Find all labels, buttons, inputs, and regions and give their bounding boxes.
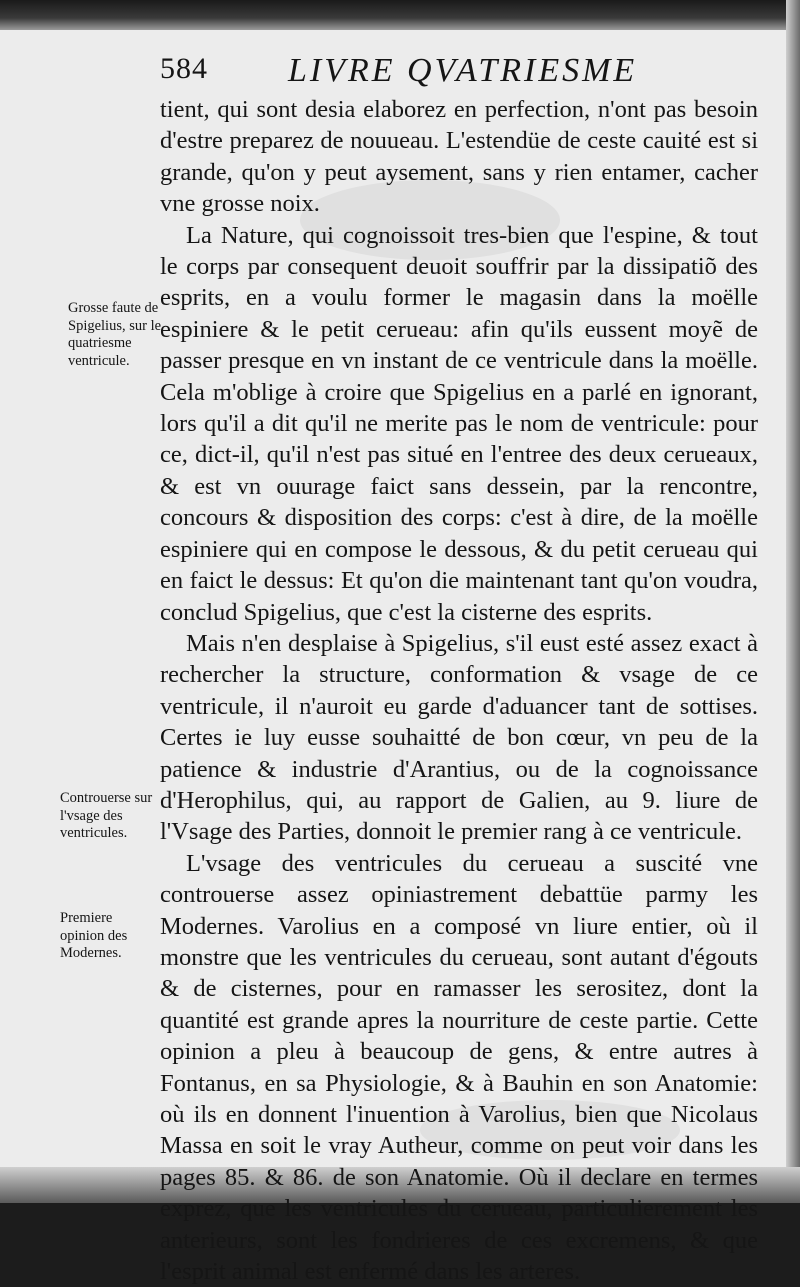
paragraph: L'vsage des ventricules du cerueau a suscité vne controuerse assez opiniastrement debattüe parmy les Modernes. Varolius en a composé vn liure entier, où il monstre que les ventricules du cerueau, sont autant d'égouts & de cisternes, pour en ramasser les serositez, dont la quantité est grande apres la nourriture de ceste partie. Cette opinion a pleu à beaucoup de gens, & entre autres à Fontanus, en sa Physiologie, & à Bauhin en son Anatomie: où ils en donnent l'inuention à Varolius, bien que Nicolaus Massa en soit le vray Autheur, comme on peut voir dans les pages 85. & 86. de son Anatomie. Où il declare en termes exprez, que les ventricules du cerueau, particulierement les anterieurs, sont les fondrieres de ces excremens, & que l'esprit animal est enfermé dans les arteres. — [160, 849, 758, 1286]
main-text — [160, 94, 758, 1287]
page-number: 584 — [160, 52, 208, 85]
page-gutter-edge — [786, 0, 800, 1203]
paragraph: La Nature, qui cognoissoit tres-bien que l'espine, & tout le corps par consequent deuoit souffrir par la dissipatiõ des esprits, en a voulu former le magasin dans la moëlle espiniere & le petit cerueau: afin qu'ils eussent moyẽ de passer presque en vn instant de ce ventricule dans la moëlle. Cela m'oblige à croire que Spigelius en a parlé en ignorant, lors qu'il a dit qu'il ne merite pas le nom de ventricule: pour ce, dict-il, qu'il n'est pas situé en l'entree des deux cerueaux, & est vn ouurage faict sans dessein, par la rencontre, concours & disposition des corps: c'est à dire, de la moëlle espiniere qui en compose le dessous, & du petit cerueau qui en faict le dessus: Et qu'on die maintenant tant qu'on voudra, conclud Spigelius, que c'est la cisterne des esprits. — [160, 221, 758, 626]
paragraph: Mais n'en desplaise à Spigelius, s'il eust esté assez exact à rechercher la structure, conformation & vsage de ce ventricule, il n'auroit eu garde d'aduancer tant de sottises. Certes ie luy eusse souhaitté de bon cœur, vn peu de la patience & industrie d'Arantius, ou de la cognoissance d'Herophilus, qui, au rapport de Galien, au 9. liure de l'Vsage des Parties, donnoit le premier rang à ce ventricule. — [160, 629, 758, 846]
margin-note: Grosse faute de Spigelius, sur le quatriesme ventricule. — [68, 300, 162, 369]
paragraph: tient, qui sont desia elaborez en perfection, n'ont pas besoin d'estre preparez de nouueau. L'estendüe de ceste cauité est si grande, qu'on y peut aysement, sans y rien entamer, cacher vne grosse noix. — [160, 96, 758, 218]
margin-note: Controuerse sur l'vsage des ventricules. — [60, 790, 153, 841]
page-top-edge — [0, 0, 800, 30]
running-head: LIVRE QVATRIESME — [288, 52, 638, 89]
margin-note: Premiere opinion des Modernes. — [60, 910, 128, 961]
page-header — [160, 52, 720, 98]
